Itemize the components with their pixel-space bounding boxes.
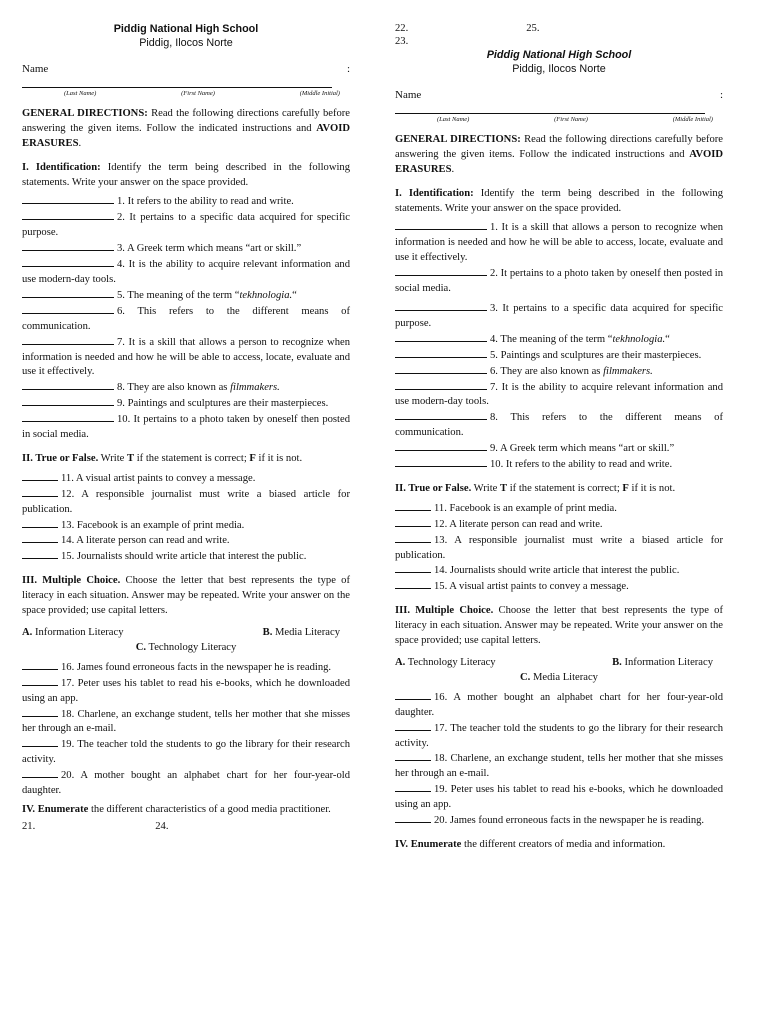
choices-row [22,626,350,641]
answer-blank[interactable] [22,676,58,686]
school-location: Piddig, Ilocos Norte [512,63,606,75]
answer-blank[interactable] [395,563,431,573]
answer-blank[interactable] [395,380,487,390]
identification-item: 9. Paintings and sculptures are their masterpieces. [22,396,350,412]
answer-blank[interactable] [22,288,114,298]
answer-blank[interactable] [395,364,487,374]
answer-blank[interactable] [22,210,114,220]
choice-a: A. Information Literacy [22,627,124,638]
name-colon: : [346,63,350,75]
choice-c: C. Media Literacy [520,671,598,683]
answer-blank[interactable] [395,220,487,230]
identification-item: 5. Paintings and sculptures are their masterpieces. [395,348,723,364]
identification-item: 6. This refers to the different means of communication. [22,305,350,332]
name-part-last: (Last Name) [437,115,470,123]
identification-item: 2. It pertains to a photo taken by oneself then posted in social media. [395,268,723,295]
multiple-choice-item: 17. Peter uses his tablet to read his e-books, which he downloaded using an app. [22,677,350,704]
multiple-choice-item: 16. A mother bought an alphabet chart for her four-year-old daughter. [395,691,723,718]
answer-blank[interactable] [395,441,487,451]
identification-item: 7. It is the ability to acquire relevant information and use modern-day tools. [395,381,723,408]
true-false-item: 14. Journalists should write article that interest the public. [395,563,723,579]
identification-item: 1. It is a skill that allows a person to recognize when information is needed and how he will be able to access, locate, evaluate and use it effectively. [395,222,723,264]
enum-number: 25. [526,23,540,34]
right-column [395,22,723,853]
answer-blank[interactable] [22,304,114,314]
school-name: Piddig National High School [486,49,632,61]
multiple-choice-item: 17. The teacher told the students to go the library for their research activity. [395,722,723,749]
answer-blank[interactable] [22,380,114,390]
identification-item: 9. A Greek term which means “art or skill.” [395,441,723,457]
true-false-item: 13. A responsible journalist must write a biased article for publication. [395,534,723,561]
true-false-item: 11. Facebook is an example of print media. [395,501,723,517]
identification-item: 3. It pertains to a specific data acquired for specific purpose. [395,302,723,329]
answer-blank[interactable] [395,579,431,589]
identification-item: 3. A Greek term which means “art or skill.” [22,241,350,257]
enum-number: 23. [395,36,409,47]
school-name: Piddig National High School [113,23,259,35]
name-label: Name [22,63,49,75]
answer-blank[interactable] [395,751,431,761]
true-false-item: 12. A responsible journalist must write a biased article for publication. [22,488,350,515]
answer-blank[interactable] [395,782,431,792]
enum-number: 21. [22,820,36,832]
answer-blank[interactable] [22,518,58,528]
identification-item: 8. This refers to the different means of communication. [395,412,723,439]
name-parts [395,114,723,124]
answer-blank[interactable] [395,813,431,823]
answer-blank[interactable] [22,471,58,481]
multiple-choice-item: 19. Peter uses his tablet to read his e-books, which he downloaded using an app. [395,784,723,811]
choice-a: A. Technology Literacy [395,657,496,668]
true-false-item: 15. Journalists should write article that interest the public. [22,549,350,565]
answer-blank[interactable] [395,690,431,700]
answer-blank[interactable] [22,660,58,670]
part4-instructions: IV. Enumerate the different characteristics of a good media practitioner. [22,803,331,815]
name-field[interactable] [22,77,332,88]
identification-item: 4. The meaning of the term “tekhnologia.“ [395,332,723,348]
true-false-item: 14. A literate person can read and write. [22,533,350,549]
answer-blank[interactable] [22,412,114,422]
name-field[interactable] [395,103,705,114]
name-part-first: (First Name) [181,89,215,97]
answer-blank[interactable] [395,721,431,731]
left-column [22,22,350,835]
multiple-choice-item: 18. Charlene, an exchange student, tells her mother that she misses her through an e-mail. [22,708,350,735]
multiple-choice-item: 16. James found erroneous facts in the newspaper he is reading. [22,660,350,676]
general-directions: GENERAL DIRECTIONS: Read the following directions carefully before answering the given items. Follow the indicated instructions and AVOID ERASURES. [22,107,351,149]
answer-blank[interactable] [395,457,487,467]
true-false-item: 12. A literate person can read and write. [395,517,723,533]
answer-blank[interactable] [22,396,114,406]
identification-item: 10. It pertains to a photo taken by oneself then posted in social media. [22,414,350,441]
enum-number: 24. [155,820,169,832]
answer-blank[interactable] [395,348,487,358]
choice-b: B. Media Literacy [262,627,340,638]
name-part-last: (Last Name) [64,89,97,97]
multiple-choice-item: 19. The teacher told the students to go the library for their research activity. [22,739,350,766]
answer-blank[interactable] [22,533,58,543]
answer-blank[interactable] [395,517,431,527]
answer-blank[interactable] [395,533,431,543]
choice-c: C. Technology Literacy [135,641,237,653]
name-part-middle: (Middle Initial) [672,115,713,123]
enumeration-numbers [22,820,350,835]
answer-blank[interactable] [395,410,487,420]
multiple-choice-item: 20. A mother bought an alphabet chart for her four-year-old daughter. [22,770,350,797]
part4-instructions: IV. Enumerate the different creators of media and information. [395,838,666,850]
name-row [22,62,350,77]
part1-instructions: I. Identification: Identify the term being described in the following statements. Write your answer on the space provided. [22,161,351,188]
multiple-choice-item: 18. Charlene, an exchange student, tells her mother that she misses her through an e-mail. [395,753,723,780]
answer-blank[interactable] [22,194,114,204]
name-label: Name [395,89,422,101]
identification-item: 8. They are also known as filmmakers. [22,380,350,396]
answer-blank[interactable] [22,335,114,345]
enum-number: 22. [395,23,409,34]
answer-blank[interactable] [22,737,58,747]
answer-blank[interactable] [395,301,487,311]
identification-item: 2. It pertains to a specific data acquired for specific purpose. [22,212,350,239]
answer-blank[interactable] [395,266,487,276]
multiple-choice-item: 20. James found erroneous facts in the newspaper he is reading. [395,813,723,829]
answer-blank[interactable] [395,332,487,342]
name-colon: : [719,89,723,101]
answer-blank[interactable] [395,501,431,511]
identification-item: 1. It refers to the ability to read and write. [22,194,350,210]
part2-instructions: II. True or False. Write T if the statement is correct; F if it is not. [22,452,303,464]
identification-item: 6. They are also known as filmmakers. [395,364,723,380]
identification-item: 10. It refers to the ability to read and write. [395,457,723,473]
part2-instructions: II. True or False. Write T if the statement is correct; F if it is not. [395,482,676,494]
identification-item: 7. It is a skill that allows a person to recognize when information is needed and how he will be able to access, locate, evaluate and use it effectively. [22,336,350,378]
name-part-first: (First Name) [554,115,588,123]
part3-instructions: III. Multiple Choice. Choose the letter that best represents the type of literacy in each situation. Answer may be repeated. Write your answer on the space provided; use capital letters. [395,605,723,647]
true-false-item: 13. Facebook is an example of print media. [22,518,350,534]
choice-b: B. Information Literacy [612,657,713,668]
name-part-middle: (Middle Initial) [299,89,340,97]
part1-instructions: I. Identification: Identify the term being described in the following statements. Write your answer on the space provided. [395,187,724,214]
answer-blank[interactable] [22,707,58,717]
answer-blank[interactable] [22,257,114,267]
answer-blank[interactable] [22,768,58,778]
enumeration-numbers-continued [395,22,723,35]
general-directions: GENERAL DIRECTIONS: Read the following directions carefully before answering the given items. Follow the indicated instructions and AVOID ERASURES. [395,133,724,175]
name-row [395,88,723,103]
true-false-item: 15. A visual artist paints to convey a message. [395,579,723,595]
true-false-item: 11. A visual artist paints to convey a message. [22,471,350,487]
school-location: Piddig, Ilocos Norte [139,37,233,49]
answer-blank[interactable] [22,241,114,251]
choices-row [395,656,723,671]
part3-instructions: III. Multiple Choice. Choose the letter that best represents the type of literacy in each situation. Answer may be repeated. Write your answer on the space provided; use capital letters. [22,575,350,617]
name-parts [22,88,350,98]
answer-blank[interactable] [22,549,58,559]
identification-item: 4. It is the ability to acquire relevant information and use modern-day tools. [22,259,350,285]
identification-item: 5. The meaning of the term “tekhnologia.“ [22,288,350,304]
answer-blank[interactable] [22,487,58,497]
